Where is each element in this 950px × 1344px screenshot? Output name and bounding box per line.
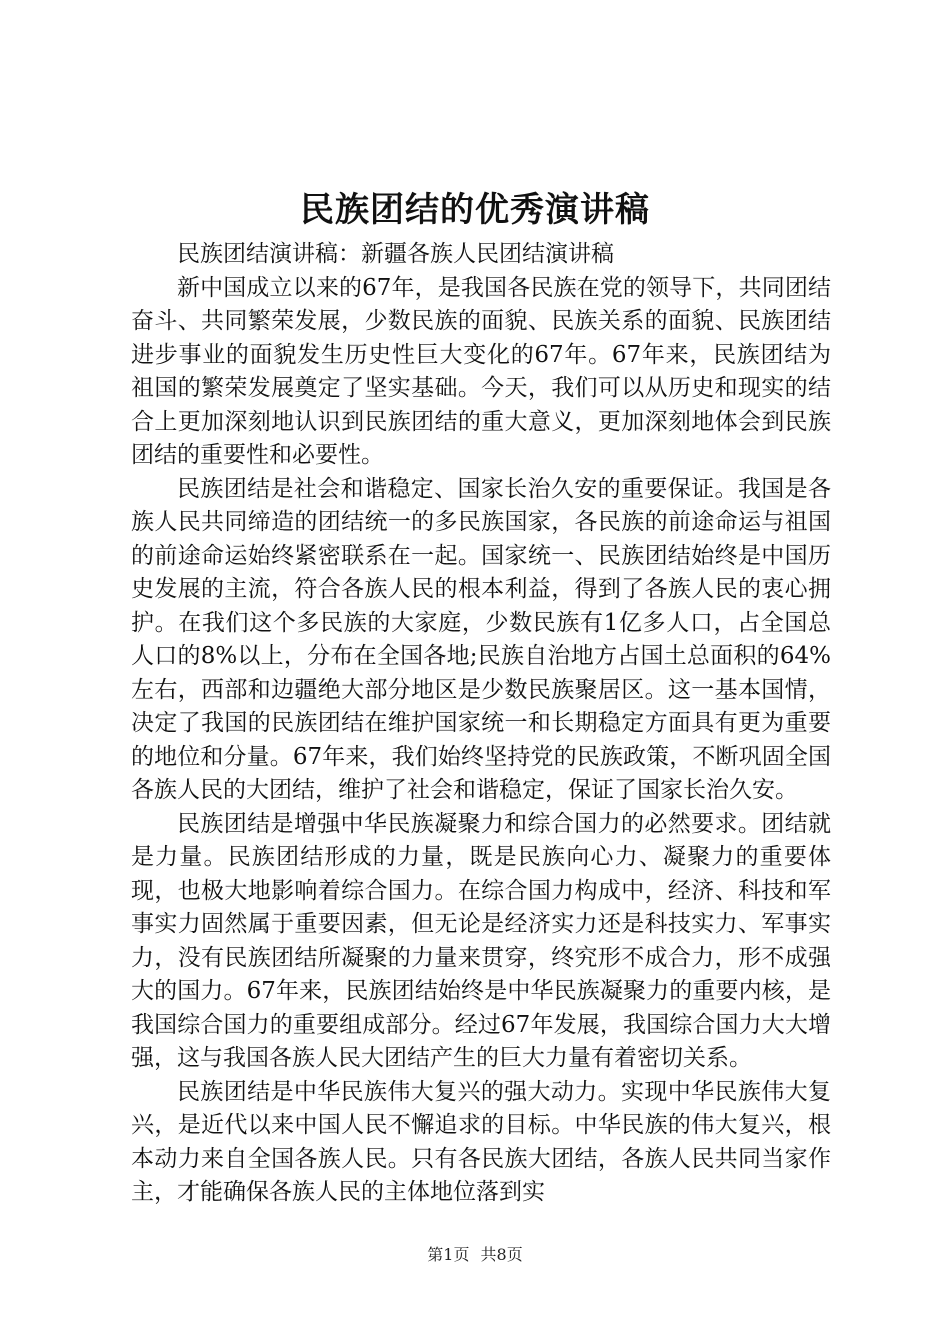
body-paragraph: 民族团结是中华民族伟大复兴的强大动力。实现中华民族伟大复兴，是近代以来中国人民不懈追求的目标。中华民族的伟大复兴，根本动力来自全国各族人民。只有各民族大团结，各族人民共同当家作主，才能确保各族人民的主体地位落到实 bbox=[131, 1078, 831, 1205]
document-title: 民族团结的优秀演讲稿 bbox=[300, 190, 650, 230]
document-body bbox=[131, 238, 831, 1210]
body-paragraph: 民族团结是社会和谐稳定、国家长治久安的重要保证。我国是各族人民共同缔造的团结统一的多民族国家，各民族的前途命运与祖国的前途命运始终紧密联系在一起。国家统一、民族团结始终是中国历史发展的主流，符合各族人民的根本利益，得到了各族人民的衷心拥护。在我们这个多民族的大家庭，少数民族有1亿多人口，占全国总人口的8%以上，分布在全国各地;民族自治地方占国土总面积的64%左右，西部和边疆绝大部分地区是少数民族聚居区。这一基本国情，决定了我国的民族团结在维护国家统一和长期稳定方面具有更为重要的地位和分量。67年来，我们始终坚持党的民族政策，不断巩固全国各族人民的大团结，维护了社会和谐稳定，保证了国家长治久安。 bbox=[131, 475, 831, 803]
body-paragraph: 民族团结是增强中华民族凝聚力和综合国力的必然要求。团结就是力量。民族团结形成的力量，既是民族向心力、凝聚力的重要体现，也极大地影响着综合国力。在综合国力构成中，经济、科技和军事实力固然属于重要因素，但无论是经济实力还是科技实力、军事实力，没有民族团结所凝聚的力量来贯穿，终究形不成合力，形不成强大的国力。67年来，民族团结始终是中华民族凝聚力的重要内核，是我国综合国力的重要组成部分。经过67年发展，我国综合国力大大增强，这与我国各族人民大团结产生的巨大力量有着密切关系。 bbox=[131, 810, 831, 1071]
page-number: 第1页 bbox=[427, 1245, 470, 1264]
body-paragraph: 新中国成立以来的67年，是我国各民族在党的领导下，共同团结奋斗、共同繁荣发展，少数民族的面貌、民族关系的面貌、民族团结进步事业的面貌发生历史性巨大变化的67年。67年来，民族团结为祖国的繁荣发展奠定了坚实基础。今天，我们可以从历史和现实的结合上更加深刻地认识到民族团结的重大意义，更加深刻地体会到民族团结的重要性和必要性。 bbox=[131, 274, 831, 468]
page-footer bbox=[0, 1243, 950, 1267]
subtitle-paragraph: 民族团结演讲稿：新疆各族人民团结演讲稿 bbox=[177, 241, 614, 267]
page-total: 共8页 bbox=[480, 1245, 523, 1264]
